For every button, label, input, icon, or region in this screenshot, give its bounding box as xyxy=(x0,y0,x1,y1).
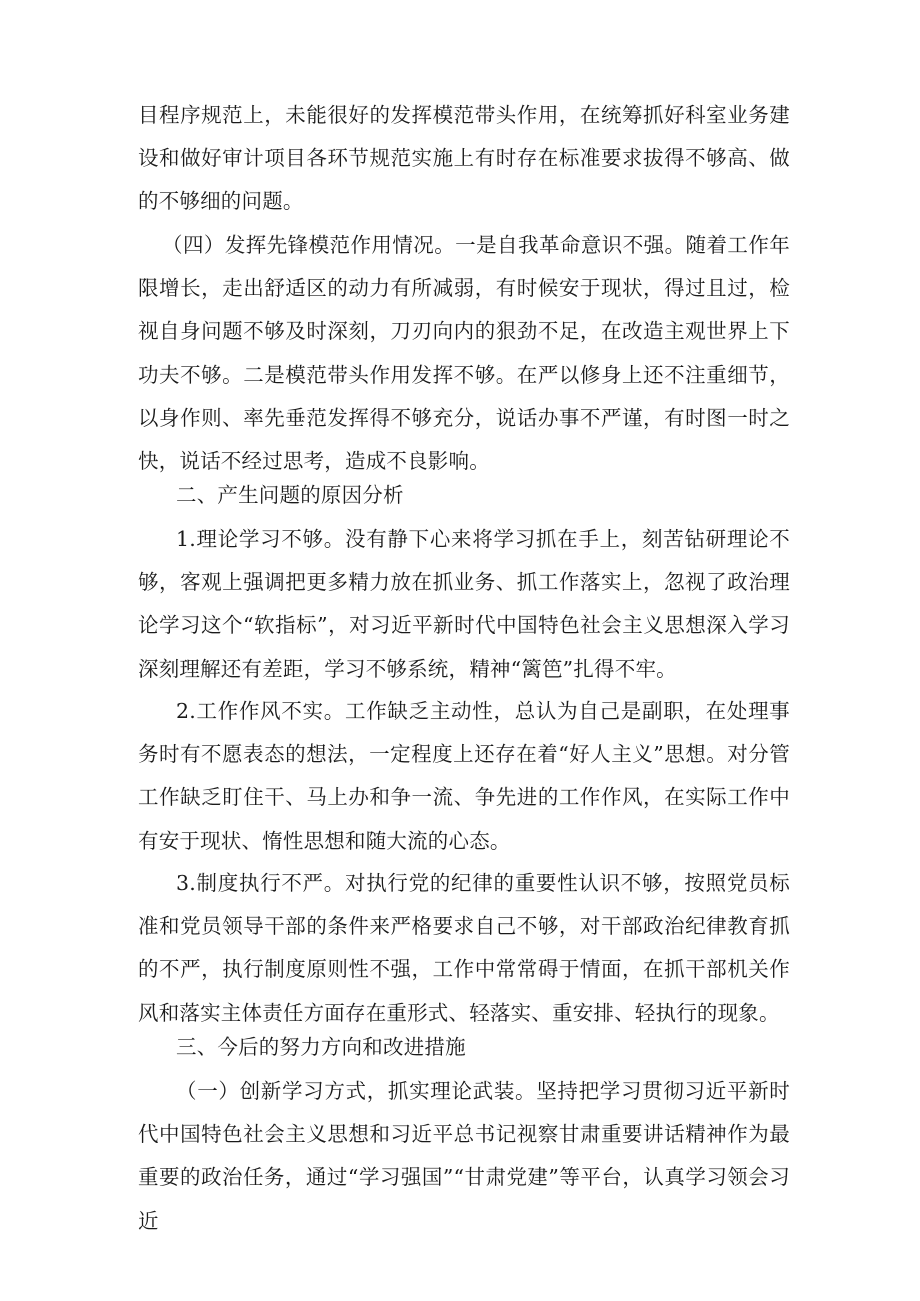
paragraph-item-2: 2.工作作风不实。工作缺乏主动性，总认为自己是副职，在处理事务时有不愿表态的想法，一定程度上还存在着“好人主义”思想。对分管工作缺乏盯住干、马上办和争一流、争先进的工作作风，在实际工作中有安于现状、惰性思想和随大流的心态。 xyxy=(138,699,790,853)
paragraph-item-1: 1.理论学习不够。没有静下心来将学习抓在手上，刻苦钻研理论不够，客观上强调把更多精力放在抓业务、抓工作落实上，忽视了政治理论学习这个“软指标”，对习近平新时代中国特色社会主义思想深入学习深刻理解还有差距，学习不够系统，精神“篱笆”扎得不牢。 xyxy=(138,527,790,681)
paragraph-section-four: （四）发挥先锋模范作用情况。一是自我革命意识不强。随着工作年限增长，走出舒适区的动力有所减弱，有时候安于现状，得过且过，检视自身问题不够及时深刻，刀刃向内的狠劲不足，在改造主观世界上下功夫不够。二是模范带头作用发挥不够。在严以修身上还不注重细节，以身作则、率先垂范发挥得不够充分，说话办事不严谨，有时图一时之快，说话不经过思考，造成不良影响。 xyxy=(138,233,790,474)
section-three-heading: 三、今后的努力方向和改进措施 xyxy=(176,1035,466,1059)
section-two-heading: 二、产生问题的原因分析 xyxy=(176,483,404,507)
paragraph-item-3: 3.制度执行不严。对执行党的纪律的重要性认识不够，按照党员标准和党员领导干部的条件来严格要求自己不够，对干部政治纪律教育抓的不严，执行制度原则性不强，工作中常常碍于情面，在抓干部机关作风和落实主体责任方面存在重形式、轻落实、重安排、轻执行的现象。 xyxy=(138,871,790,1025)
paragraph-continuation: 目程序规范上，未能很好的发挥模范带头作用，在统筹抓好科室业务建设和做好审计项目各环节规范实施上有时存在标准要求拔得不够高、做的不够细的问题。 xyxy=(138,103,790,214)
paragraph-measure-1: （一）创新学习方式，抓实理论武装。坚持把学习贯彻习近平新时代中国特色社会主义思想和习近平总书记视察甘肃重要讲话精神作为最重要的政治任务，通过“学习强国”“甘肃党建”等平台，认真学习领会习近 xyxy=(138,1079,790,1233)
